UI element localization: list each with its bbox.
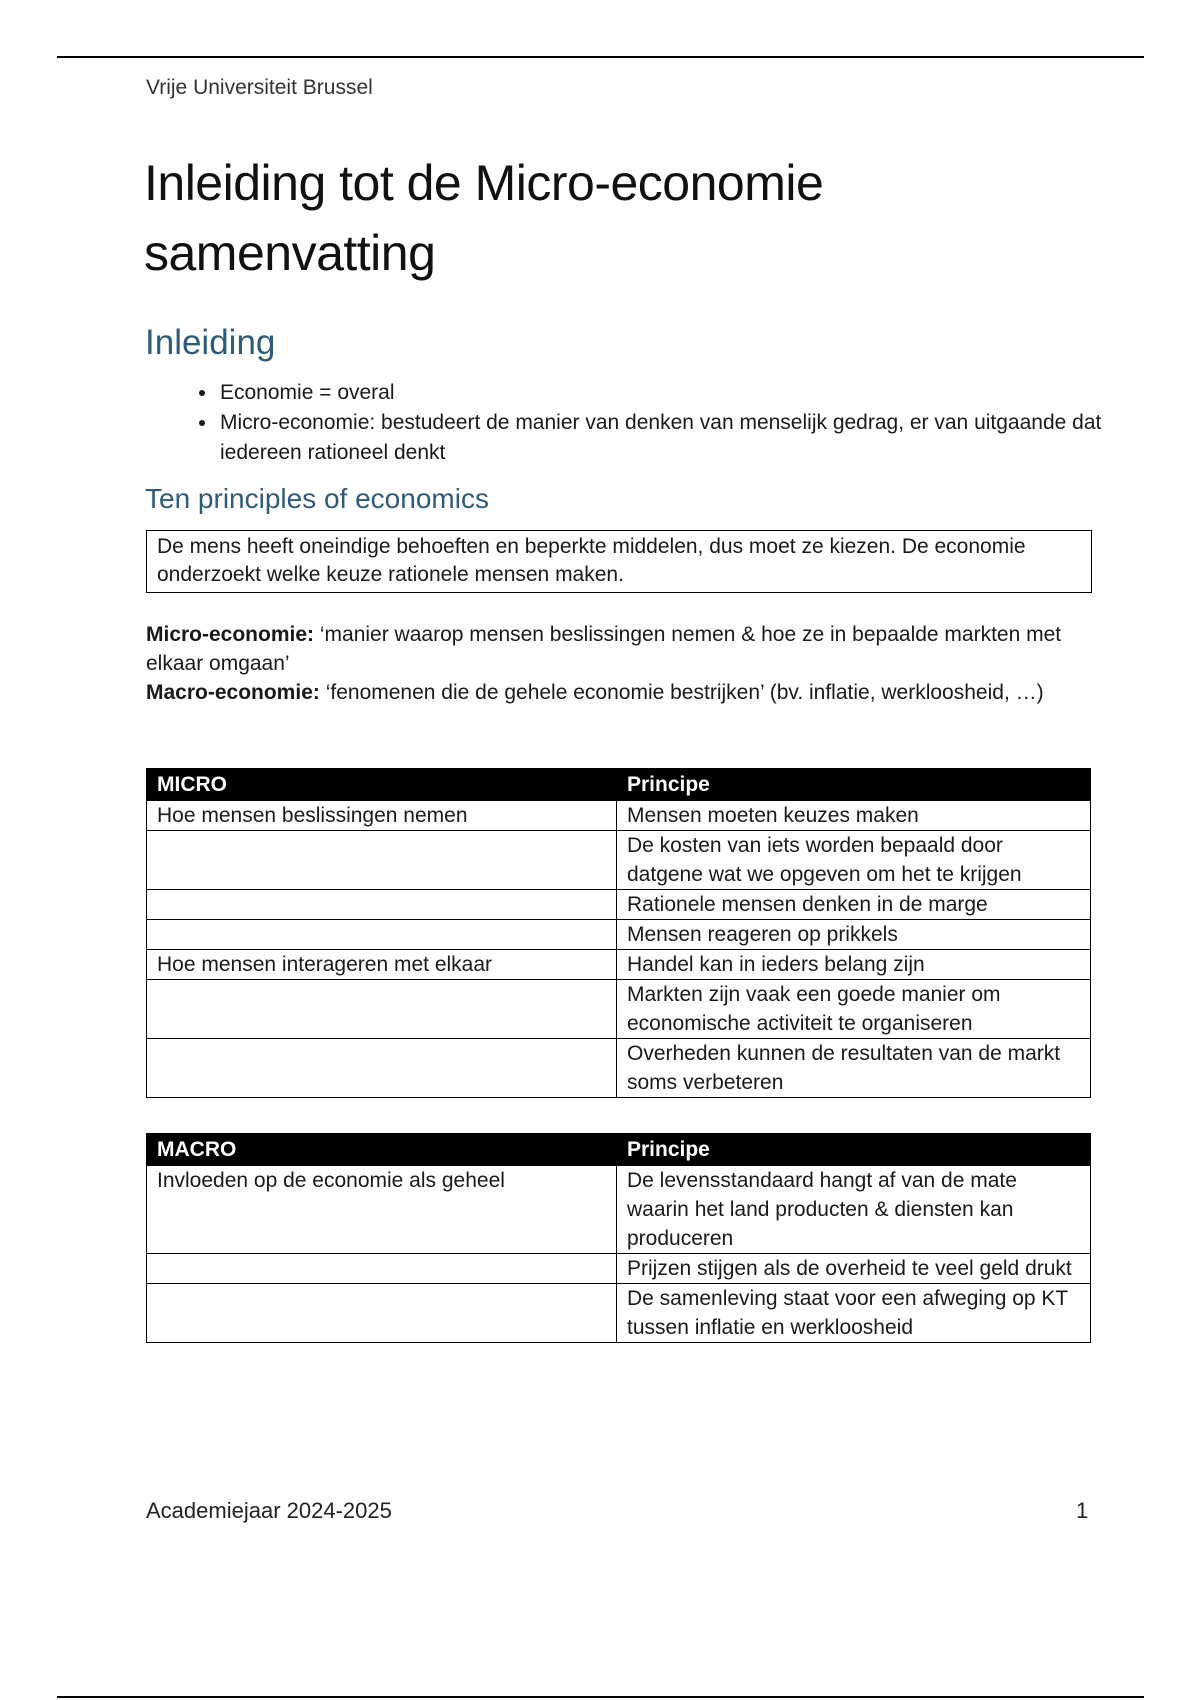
table-header-row: [147, 1134, 1091, 1166]
definition-term: Macro-economie:: [146, 681, 320, 704]
definition-micro: [146, 620, 1076, 678]
footer-academic-year: Academiejaar 2024-2025: [146, 1498, 392, 1523]
table-cell: [147, 980, 617, 1039]
header-institution: Vrije Universiteit Brussel: [146, 76, 373, 99]
table-cell: [147, 1039, 617, 1098]
bullet-item: • Micro-economie: bestudeert de manier van denken van menselijk gedrag, er van uitgaande dat iedereen rationeel denkt: [218, 408, 1108, 468]
table-row: [147, 920, 1091, 950]
table-row: [147, 890, 1091, 920]
definition-macro: [146, 678, 1076, 707]
table-cell: [147, 890, 617, 920]
micro-table: [146, 768, 1091, 1098]
table-cell: Hoe mensen interageren met elkaar: [147, 950, 617, 980]
table-cell: Markten zijn vaak een goede manier om economische activiteit te organiseren: [617, 980, 1091, 1039]
bordered-note: De mens heeft oneindige behoeften en beperkte middelen, dus moet ze kiezen. De economie onderzoekt welke keuze rationele mensen maken.: [146, 530, 1092, 593]
table-row: [147, 831, 1091, 890]
table-cell: [147, 920, 617, 950]
table-row: [147, 950, 1091, 980]
table-cell: Invloeden op de economie als geheel: [147, 1166, 617, 1254]
table-cell: Mensen moeten keuzes maken: [617, 801, 1091, 831]
table-cell: De levensstandaard hangt af van de mate waarin het land producten & diensten kan produceren: [617, 1166, 1091, 1254]
table-cell: De kosten van iets worden bepaald door datgene wat we opgeven om het te krijgen: [617, 831, 1091, 890]
table-header-cell: Principe: [617, 1134, 1091, 1166]
table-row: [147, 801, 1091, 831]
header-rule: [57, 56, 1144, 58]
table-header-cell: MACRO: [147, 1134, 617, 1166]
definition-term: Micro-economie:: [146, 623, 315, 646]
macro-table: [146, 1133, 1091, 1343]
table-row: [147, 980, 1091, 1039]
table-cell: [147, 1284, 617, 1343]
table-cell: Mensen reageren op prikkels: [617, 920, 1091, 950]
table-row: [147, 1284, 1091, 1343]
table-cell: [147, 1254, 617, 1284]
table-row: [147, 1039, 1091, 1098]
bullet-list: [190, 378, 1108, 468]
table-header-cell: Principe: [617, 769, 1091, 801]
definition-text: ‘fenomenen die de gehele economie bestrijken’ (bv. inflatie, werkloosheid, …): [319, 681, 1044, 704]
definitions: [146, 620, 1076, 707]
table-row: [147, 1254, 1091, 1284]
table-cell: Prijzen stijgen als de overheid te veel geld drukt: [617, 1254, 1091, 1284]
table-header-row: [147, 769, 1091, 801]
page-number: 1: [1076, 1498, 1089, 1523]
table-row: [147, 1166, 1091, 1254]
section-heading: Inleiding: [145, 323, 276, 362]
table-header-cell: MICRO: [147, 769, 617, 801]
table-cell: De samenleving staat voor een afweging op KT tussen inflatie en werkloosheid: [617, 1284, 1091, 1343]
table-cell: [147, 831, 617, 890]
footer-rule: [57, 1696, 1144, 1698]
table-cell: Handel kan in ieders belang zijn: [617, 950, 1091, 980]
definition-text: ‘manier waarop mensen beslissingen nemen & hoe ze in bepaalde markten met elkaar omgaan’: [146, 623, 1062, 675]
table-cell: Hoe mensen beslissingen nemen: [147, 801, 617, 831]
table-cell: Rationele mensen denken in de marge: [617, 890, 1091, 920]
bullet-item: • Economie = overal: [218, 378, 1108, 408]
subsection-heading: Ten principles of economics: [145, 483, 489, 514]
document-title: Inleiding tot de Micro-economie samenvatting: [144, 155, 824, 281]
table-cell: Overheden kunnen de resultaten van de markt soms verbeteren: [617, 1039, 1091, 1098]
